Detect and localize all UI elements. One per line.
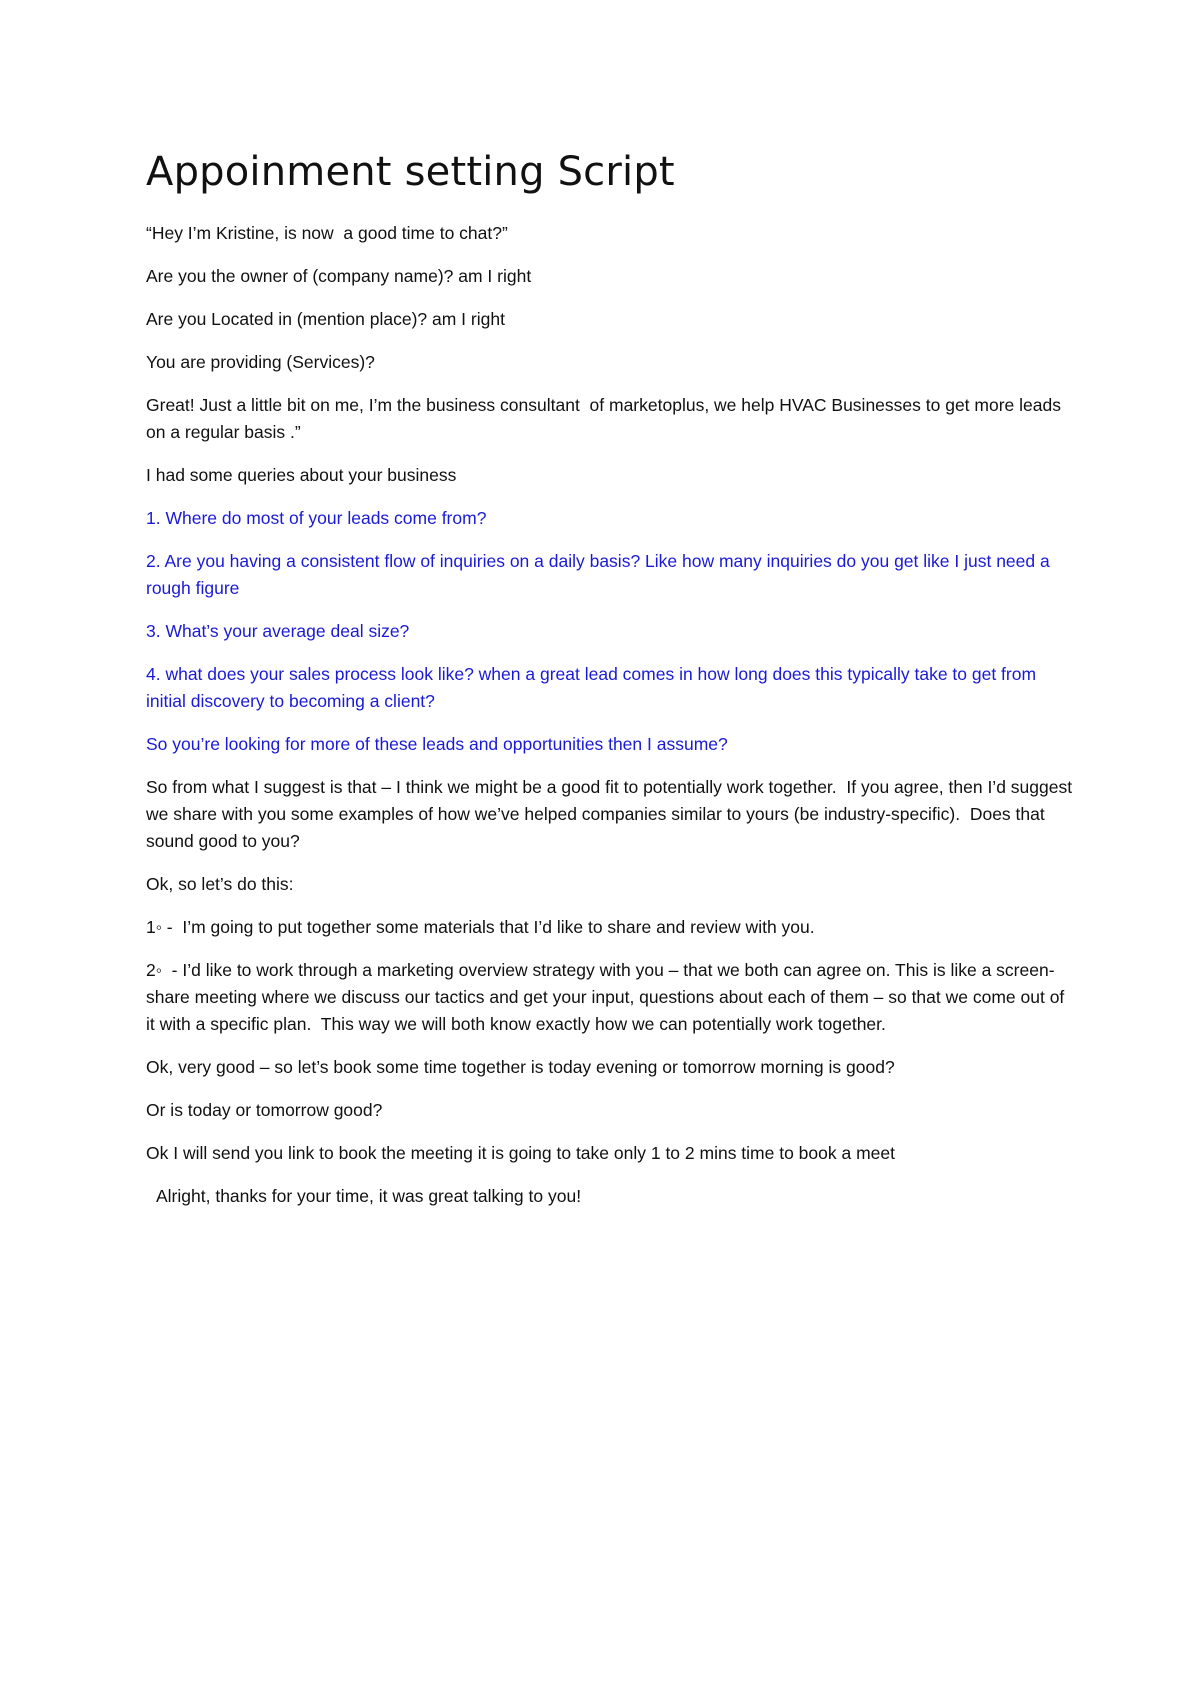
script-line-intro: Great! Just a little bit on me, I’m the business consultant of marketoplus, we help HVAC Businesses to get more leads on a regular basis .” — [146, 395, 1066, 442]
script-line-services: You are providing (Services)? — [146, 352, 375, 372]
document-body — [146, 150, 1076, 1226]
plan-step-2: 2◦ - I’d like to work through a marketing overview strategy with you – that we both can agree on. This is like a screen-share meeting where we discuss our tactics and get your input, questions about each of them – so that we come out of it with a specific plan. This way we will both know exactly how we can potentially work together. — [146, 960, 1070, 1034]
question-1: 1. Where do most of your leads come from? — [146, 508, 487, 528]
question-3: 3. What’s your average deal size? — [146, 621, 410, 641]
script-line-day-choice: Or is today or tomorrow good? — [146, 1100, 383, 1120]
script-line-owner: Are you the owner of (company name)? am I right — [146, 266, 532, 286]
plan-step-1: 1◦ - I’m going to put together some materials that I’d like to share and review with you. — [146, 917, 815, 937]
script-line-greeting: “Hey I’m Kristine, is now a good time to chat?” — [146, 223, 508, 243]
question-4: 4. what does your sales process look like? when a great lead comes in how long does this typically take to get from initial discovery to becoming a client? — [146, 664, 1041, 711]
script-line-plan-intro: Ok, so let’s do this: — [146, 874, 294, 894]
script-line-location: Are you Located in (mention place)? am I right — [146, 309, 505, 329]
question-2: 2. Are you having a consistent flow of inquiries on a daily basis? Like how many inquiries do you get like I just need a rough figure — [146, 551, 1055, 598]
script-line-closing: Alright, thanks for your time, it was great talking to you! — [156, 1186, 582, 1206]
document-title: Appoinment setting Script — [146, 149, 675, 195]
script-line-suggestion: So from what I suggest is that – I think we might be a good fit to potentially work together. If you agree, then I’d suggest we share with you some examples of how we’ve helped companies similar to yours (be industry-specific). Does that sound good to you? — [146, 777, 1077, 851]
script-line-queries: I had some queries about your business — [146, 465, 457, 485]
script-line-booking: Ok, very good – so let’s book some time together is today evening or tomorrow morning is good? — [146, 1057, 895, 1077]
question-assumption: So you’re looking for more of these leads and opportunities then I assume? — [146, 734, 728, 754]
script-line-send-link: Ok I will send you link to book the meeting it is going to take only 1 to 2 mins time to book a meet — [146, 1143, 895, 1163]
